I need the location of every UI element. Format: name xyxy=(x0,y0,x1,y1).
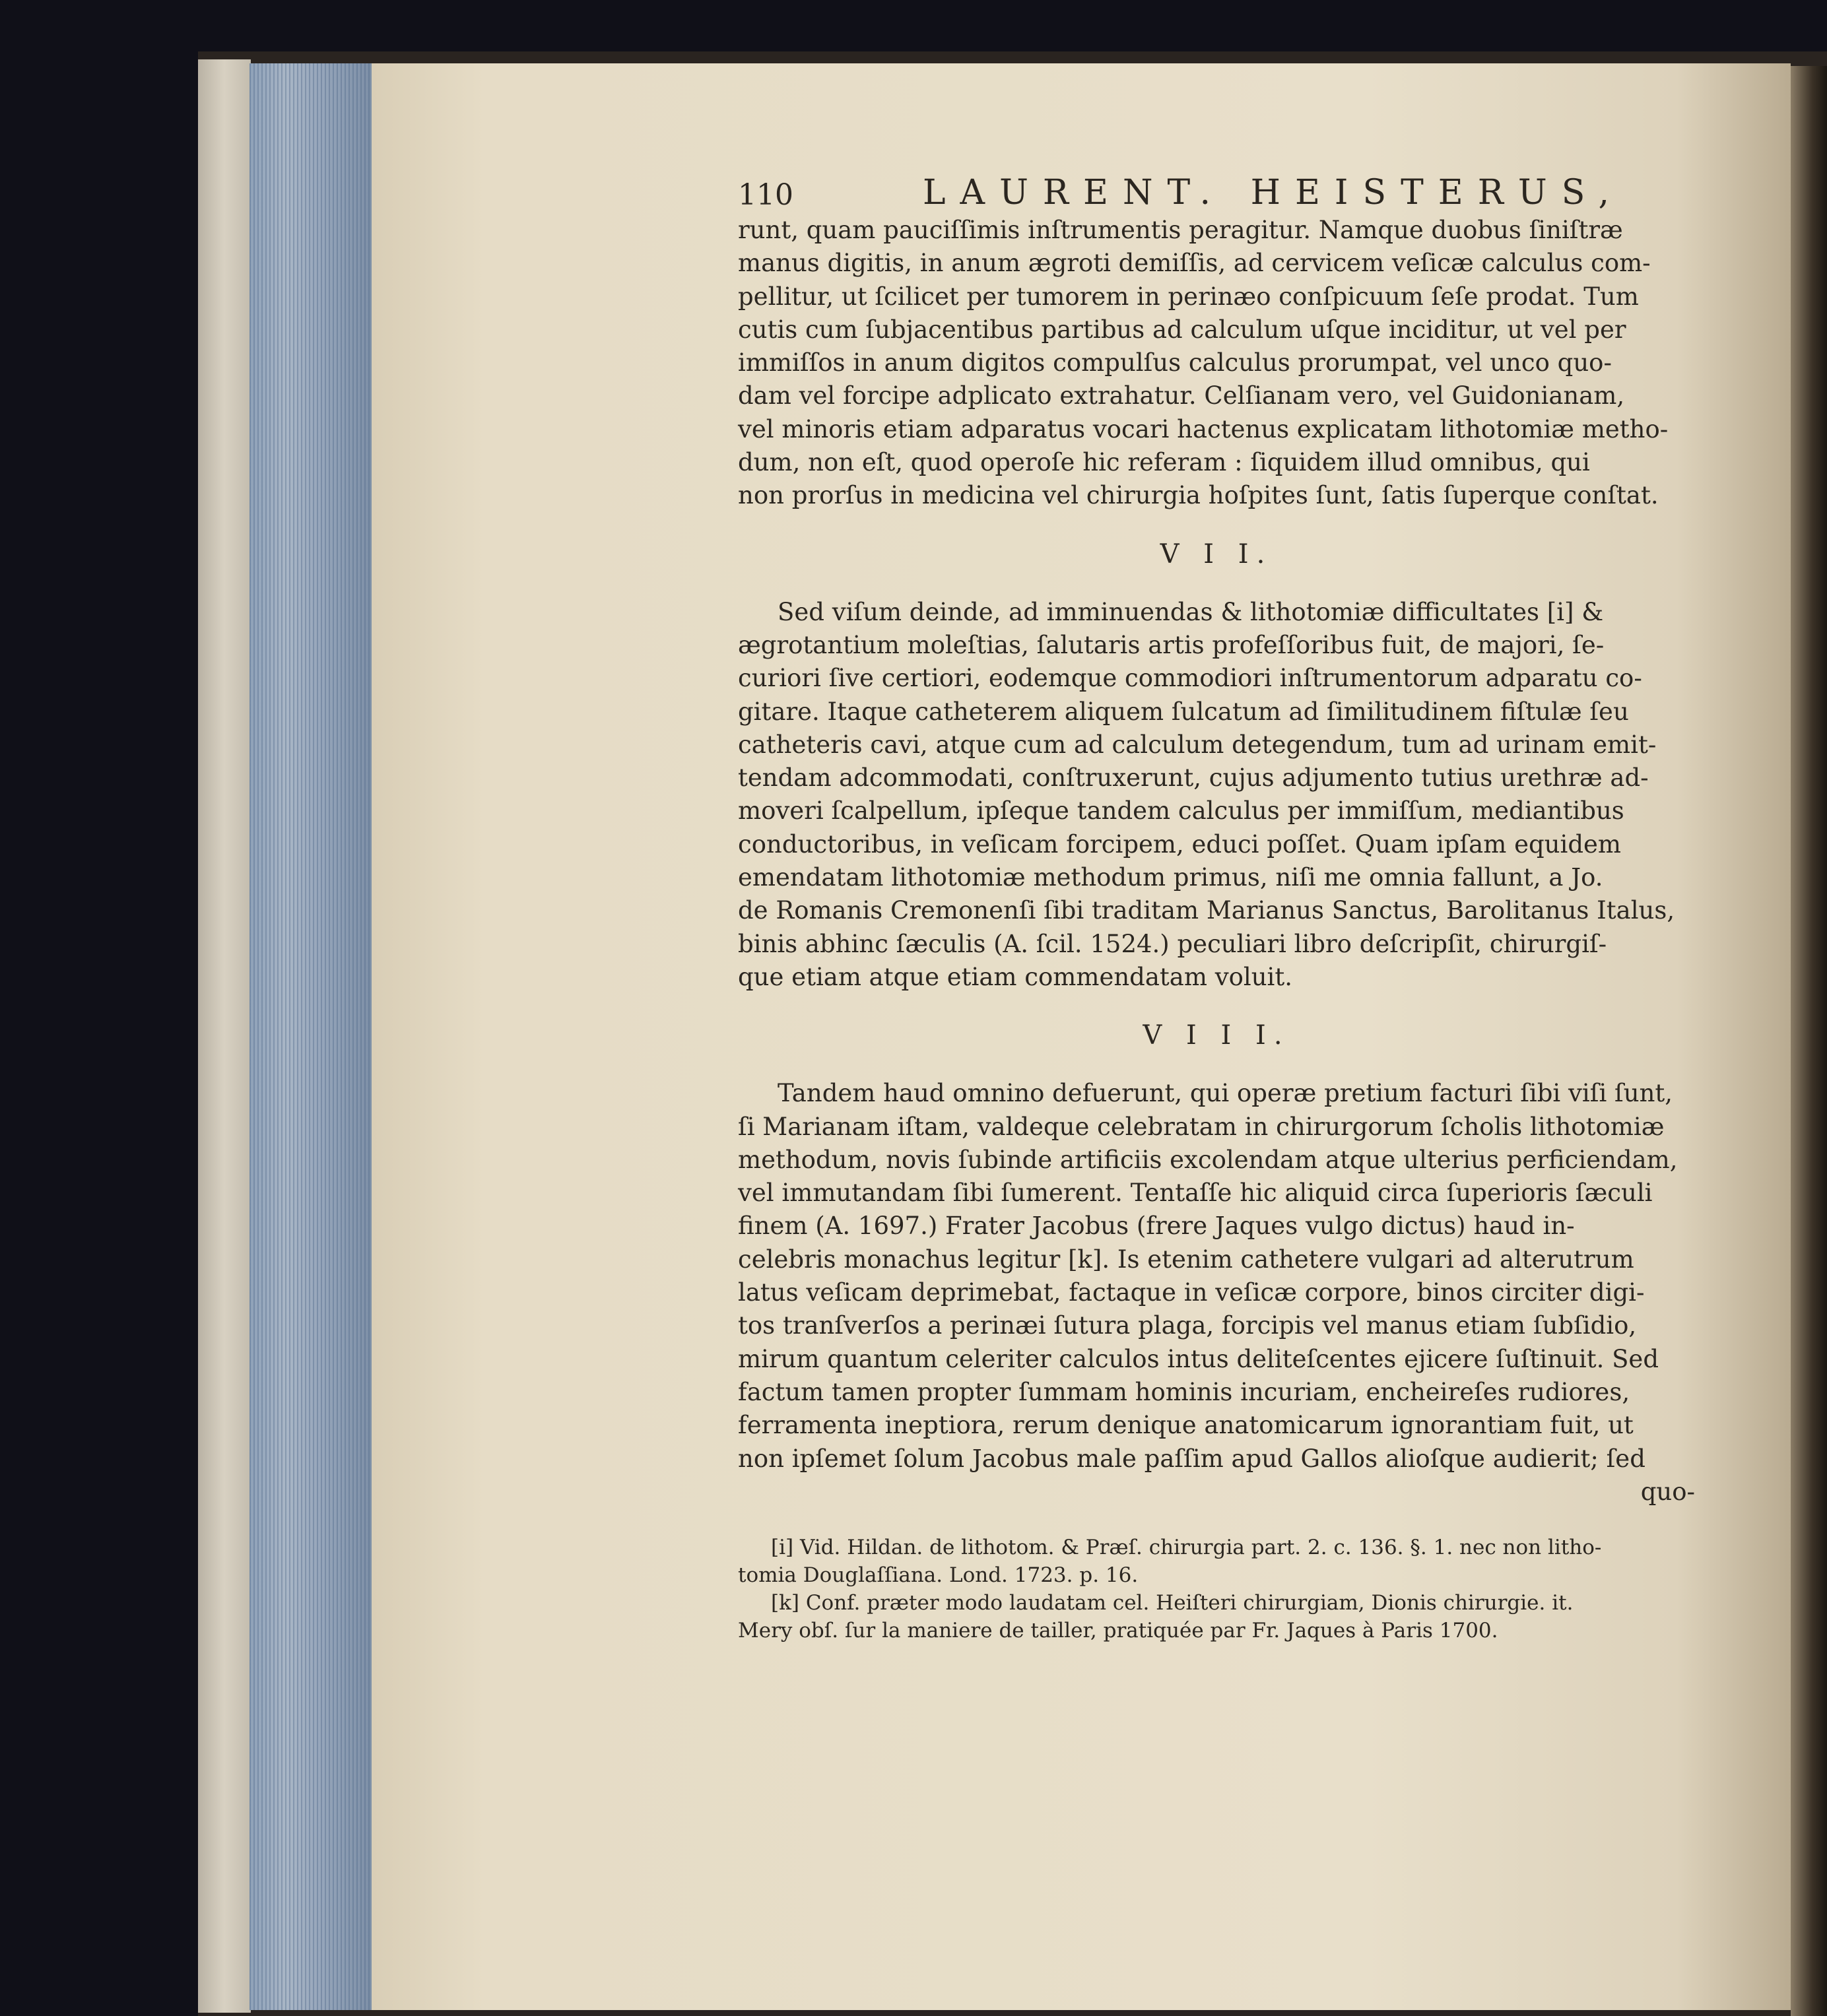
text-line: celebris monachus legitur [k]. Is etenim cathetere vulgari ad alterutrum xyxy=(738,1245,1634,1274)
text-line: tendam adcommodati, conſtruxerunt, cujus adjumento tutius urethræ ad- xyxy=(738,764,1649,793)
text-line: non ipſemet ſolum Jacobus male paſſim apud Gallos alioſque audierit; ſed xyxy=(738,1444,1645,1473)
footnote-i-line: [i] Vid. Hildan. de lithotom. & Præſ. chirurgia part. 2. c. 136. §. 1. nec non litho- xyxy=(771,1536,1602,1560)
book-edge xyxy=(198,59,251,2013)
text-line: que etiam atque etiam commendatam voluit. xyxy=(738,962,1292,991)
text-line: dum, non eſt, quod operoſe hic referam : ſiquidem illud omnibus, qui xyxy=(738,448,1590,477)
page-number: 110 xyxy=(738,178,793,212)
text-line: de Romanis Cremonenſi ſibi traditam Marianus Sanctus, Barolitanus Italus, xyxy=(738,896,1675,925)
text-line: Tandem haud omnino defuerunt, qui operæ pretium facturi ſibi viſi ſunt, xyxy=(778,1079,1673,1108)
page-content xyxy=(738,173,1695,1644)
text-line: ſi Marianam iſtam, valdeque celebratam in chirurgorum ſcholis lithotomiæ xyxy=(738,1112,1665,1141)
text-line: gitare. Itaque catheterem aliquem ſulcatum ad ſimilitudinem fiſtulæ ſeu xyxy=(738,697,1629,726)
text-line: vel immutandam ſibi ſumerent. Tentaſſe hic aliquid circa ſuperioris ſæculi xyxy=(738,1179,1653,1208)
text-line: conductoribus, in veſicam forcipem, educi poſſet. Quam ipſam equidem xyxy=(738,829,1621,859)
footnotes xyxy=(738,1534,1695,1644)
text-line: runt, quam pauciſſimis inſtrumentis peragitur. Namque duobus ſiniſtræ xyxy=(738,216,1623,244)
catchword: quo- xyxy=(1640,1477,1695,1506)
text-line: factum tamen propter ſummam hominis incuriam, encheireſes rudiores, xyxy=(738,1377,1630,1406)
footnote-k-line: Mery obſ. ſur la maniere de tailler, pratiquée par Fr. Jaques à Paris 1700. xyxy=(738,1619,1498,1643)
text-line: Sed viſum deinde, ad imminuendas & lithotomiæ difficultates [i] & xyxy=(778,597,1604,626)
text-line: ægrotantium moleſtias, ſalutaris artis profeſſoribus fuit, de majori, ſe- xyxy=(738,630,1605,659)
text-line: finem (A. 1697.) Frater Jacobus (frere Jaques vulgo dictus) haud in- xyxy=(738,1212,1575,1241)
text-line: tos tranſverſos a perinæi ſutura plaga, forcipis vel manus etiam ſubſidio, xyxy=(738,1311,1637,1340)
text-line: curiori ſive certiori, eodemque commodiori inſtrumentorum adparatu co- xyxy=(738,664,1642,693)
text-line: binis abhinc ſæculis (A. ſcil. 1524.) peculiari libro deſcripſit, chirurgiſ- xyxy=(738,929,1607,958)
text-line: cutis cum ſubjacentibus partibus ad calculum uſque inciditur, ut vel per xyxy=(738,315,1626,344)
gutter-shadow xyxy=(1791,66,1827,2016)
text-line: latus veſicam deprimebat, factaque in veſicæ corpore, binos circiter digi- xyxy=(738,1278,1645,1307)
text-line: emendatam lithotomiæ methodum primus, niſi me omnia fallunt, a Jo. xyxy=(738,863,1603,892)
paragraph-viii xyxy=(738,1077,1695,1509)
paragraph-vii xyxy=(738,596,1695,994)
footnote-i-line: tomia Douglaſſiana. Lond. 1723. p. 16. xyxy=(738,1563,1139,1588)
text-line: dam vel forcipe adplicato extrahatur. Celſianam vero, vel Guidonianam, xyxy=(738,381,1625,410)
text-line: ferramenta ineptiora, rerum denique anatomicarum ignorantiam fuit, ut xyxy=(738,1411,1634,1440)
text-line: immiſſos in anum digitos compulſus calculus prorumpat, vel unco quo- xyxy=(738,348,1612,377)
section-heading-vii: V I I. xyxy=(1160,538,1273,569)
text-line: mirum quantum celeriter calculos intus deliteſcentes ejicere ſuſtinuit. Sed xyxy=(738,1344,1659,1373)
paragraph-continuation xyxy=(738,214,1695,513)
text-line: pellitur, ut ſcilicet per tumorem in perinæo conſpicuum ſeſe prodat. Tum xyxy=(738,282,1639,311)
section-heading-viii: V I I I. xyxy=(1143,1020,1290,1051)
text-line: catheteris cavi, atque cum ad calculum detegendum, tum ad urinam emit- xyxy=(738,730,1657,759)
text-line: moveri ſcalpellum, ipſeque tandem calculus per immiſſum, mediantibus xyxy=(738,797,1624,826)
text-line: vel minoris etiam adparatus vocari hactenus explicatam lithotomiæ metho- xyxy=(738,414,1669,443)
text-line: methodum, novis ſubinde artificiis excolendam atque ulterius perficiendam, xyxy=(738,1145,1678,1174)
text-line: manus digitis, in anum ægroti demiſſis, ad cervicem veſicæ calculus com- xyxy=(738,249,1651,278)
footnote-k-line: [k] Conf. præter modo laudatam cel. Heiſteri chirurgiam, Dionis chirurgie. it. xyxy=(771,1591,1574,1615)
text-line: non prorſus in medicina vel chirurgia hoſpites ſunt, ſatis ſuperque conſtat. xyxy=(738,481,1659,510)
running-head xyxy=(738,173,1695,219)
running-title: LAURENT. HEISTERUS, xyxy=(923,173,1624,212)
page-fore-edge xyxy=(249,63,374,2010)
